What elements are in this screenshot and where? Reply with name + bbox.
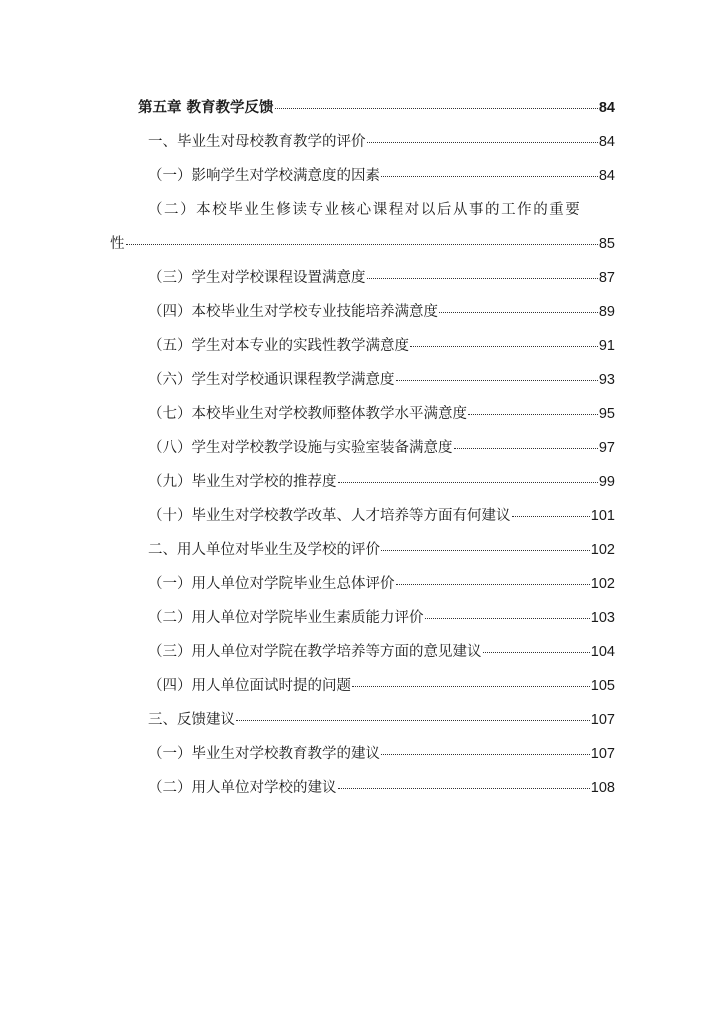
toc-label: （八）学生对学校教学设施与实验室装备满意度 xyxy=(148,440,453,456)
toc-page-number: 107 xyxy=(590,746,615,762)
toc-page-number: 93 xyxy=(598,372,615,388)
toc-page-number: 102 xyxy=(590,542,615,558)
toc-entry-section-2-1[interactable] xyxy=(148,574,615,594)
toc-label: 二、用人单位对毕业生及学校的评价 xyxy=(148,542,380,558)
dot-leader xyxy=(396,584,590,585)
toc-entry-section-1-3[interactable] xyxy=(148,268,615,288)
toc-page-number: 84 xyxy=(598,168,615,184)
toc-entry-section-2-3[interactable] xyxy=(148,642,615,662)
toc-entry-section-2-2[interactable] xyxy=(148,608,615,628)
toc-label: （三）用人单位对学院在教学培养等方面的意见建议 xyxy=(148,644,482,660)
toc-page-number: 91 xyxy=(598,338,615,354)
dot-leader xyxy=(425,618,590,619)
toc-page-number: 84 xyxy=(598,100,615,116)
dot-leader xyxy=(236,720,590,721)
toc-page-number: 99 xyxy=(598,474,615,490)
toc-label: （七）本校毕业生对学校教师整体教学水平满意度 xyxy=(148,406,467,422)
toc-entry-section-1-7[interactable] xyxy=(148,404,615,424)
toc-label: 性 xyxy=(110,236,125,252)
dot-leader xyxy=(483,652,590,653)
dot-leader xyxy=(338,482,598,483)
toc-page-number: 101 xyxy=(590,508,615,524)
dot-leader xyxy=(275,108,598,109)
toc-label: （六）学生对学校通识课程教学满意度 xyxy=(148,372,395,388)
dot-leader xyxy=(396,380,598,381)
dot-leader xyxy=(381,176,598,177)
dot-leader xyxy=(410,346,598,347)
toc-entry-section-1-9[interactable] xyxy=(148,472,615,492)
toc-page-number: 87 xyxy=(598,270,615,286)
toc-label: （十）毕业生对学校教学改革、人才培养等方面有何建议 xyxy=(148,508,511,524)
toc-entry-section-1-2-line-1[interactable] xyxy=(148,200,615,220)
toc-label: （一）用人单位对学院毕业生总体评价 xyxy=(148,576,395,592)
dot-leader xyxy=(439,312,598,313)
toc-label: （三）学生对学校课程设置满意度 xyxy=(148,270,366,286)
toc-page-number: 103 xyxy=(590,610,615,626)
toc-label: （一）毕业生对学校教育教学的建议 xyxy=(148,746,380,762)
toc-page-number: 84 xyxy=(598,134,615,150)
dot-leader xyxy=(126,244,598,245)
dot-leader xyxy=(381,550,590,551)
toc-entry-chapter-5[interactable] xyxy=(138,98,615,118)
toc-entry-section-1-1[interactable] xyxy=(148,166,615,186)
toc-entry-section-1-10[interactable] xyxy=(148,506,615,526)
toc-label: （九）毕业生对学校的推荐度 xyxy=(148,474,337,490)
toc-page-number: 108 xyxy=(590,780,615,796)
toc-label: （五）学生对本专业的实践性教学满意度 xyxy=(148,338,409,354)
toc-entry-section-1-5[interactable] xyxy=(148,336,615,356)
toc-entry-section-3-1[interactable] xyxy=(148,744,615,764)
dot-leader xyxy=(512,516,590,517)
toc-page-number: 104 xyxy=(590,644,615,660)
toc-entry-section-2-4[interactable] xyxy=(148,676,615,696)
toc-page-number: 107 xyxy=(590,712,615,728)
toc-page-number: 102 xyxy=(590,576,615,592)
dot-leader xyxy=(367,142,598,143)
toc-label: （二）用人单位对学院毕业生素质能力评价 xyxy=(148,610,424,626)
toc-label: （四）本校毕业生对学校专业技能培养满意度 xyxy=(148,304,438,320)
toc-label: （二）用人单位对学校的建议 xyxy=(148,780,337,796)
toc-page-number: 105 xyxy=(590,678,615,694)
dot-leader xyxy=(468,414,598,415)
dot-leader xyxy=(367,278,598,279)
dot-leader xyxy=(454,448,598,449)
toc-entry-section-1-2-line-2[interactable] xyxy=(110,234,615,254)
toc-entry-section-1-8[interactable] xyxy=(148,438,615,458)
toc-entry-section-3[interactable] xyxy=(148,710,615,730)
toc-page-number: 85 xyxy=(598,236,615,252)
dot-leader xyxy=(352,686,590,687)
toc-label: （四）用人单位面试时提的问题 xyxy=(148,678,351,694)
toc-label: （一）影响学生对学校满意度的因素 xyxy=(148,168,380,184)
dot-leader xyxy=(338,788,590,789)
toc-label: 第五章 教育教学反馈 xyxy=(138,100,274,116)
toc-page-number: 89 xyxy=(598,304,615,320)
toc-entry-section-1[interactable] xyxy=(148,132,615,152)
toc-label: （二）本校毕业生修读专业核心课程对以后从事的工作的重要 xyxy=(148,202,582,218)
toc-label: 一、毕业生对母校教育教学的评价 xyxy=(148,134,366,150)
toc-page-number: 95 xyxy=(598,406,615,422)
toc-entry-section-3-2[interactable] xyxy=(148,778,615,798)
toc-entry-section-1-4[interactable] xyxy=(148,302,615,322)
toc-label: 三、反馈建议 xyxy=(148,712,235,728)
dot-leader xyxy=(381,754,590,755)
toc-entry-section-2[interactable] xyxy=(148,540,615,560)
toc-page-number: 97 xyxy=(598,440,615,456)
toc-entry-section-1-6[interactable] xyxy=(148,370,615,390)
